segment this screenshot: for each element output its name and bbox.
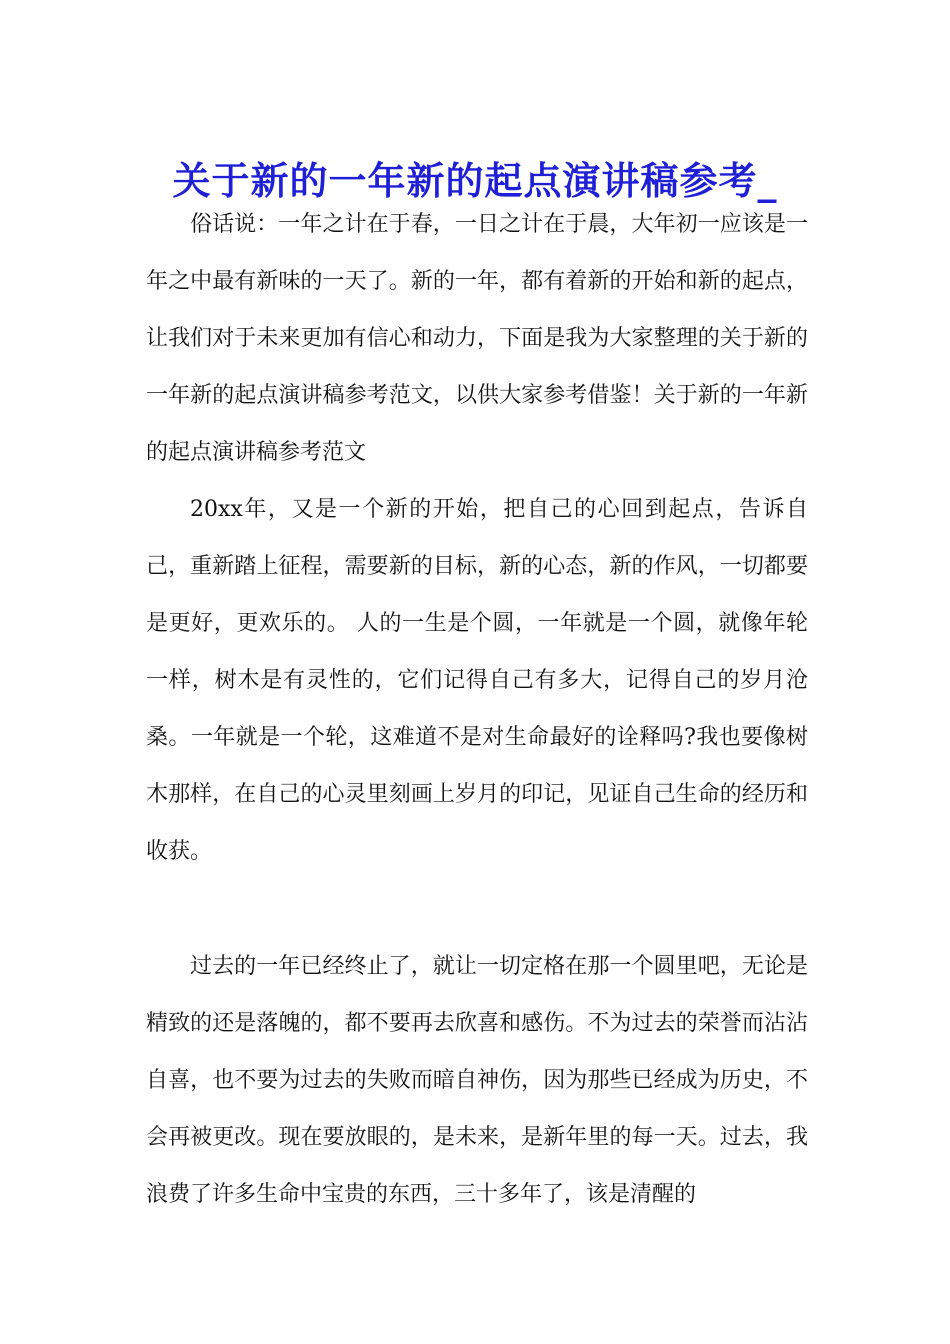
paragraph-2: 20xx年，又是一个新的开始，把自己的心回到起点，告诉自己，重新踏上征程，需要新的目标，新的心态，新的作风，一切都要是更好，更欢乐的。 人的一生是个圆，一年就是一个圆，就像年轮一样，树木是有灵性的，它们记得自己有多大，记得自己的岁月沧桑。一年就是一个轮，这难道不是对生命最好的诠释吗?我也要像树木那样，在自己的心灵里刻画上岁月的印记，见证自己生命的经历和收获。 <box>146 497 808 864</box>
document-title: 关于新的一年新的起点演讲稿参考_ <box>172 158 778 204</box>
paragraph-1: 俗话说：一年之计在于春，一日之计在于晨，大年初一应该是一年之中最有新味的一天了。新的一年，都有着新的开始和新的起点，让我们对于未来更加有信心和动力，下面是我为大家整理的关于新的一年新的起点演讲稿参考范文，以供大家参考借鉴！关于新的一年新的起点演讲稿参考范文 <box>146 212 808 465</box>
paragraph-3: 过去的一年已经终止了，就让一切定格在那一个圆里吧，无论是精致的还是落魄的，都不要再去欣喜和感伤。不为过去的荣誉而沾沾自喜，也不要为过去的失败而暗自神伤，因为那些已经成为历史，不会再被更改。现在要放眼的，是未来，是新年里的每一天。过去，我浪费了许多生命中宝贵的东西，三十多年了，该是清醒的 <box>146 954 808 1207</box>
